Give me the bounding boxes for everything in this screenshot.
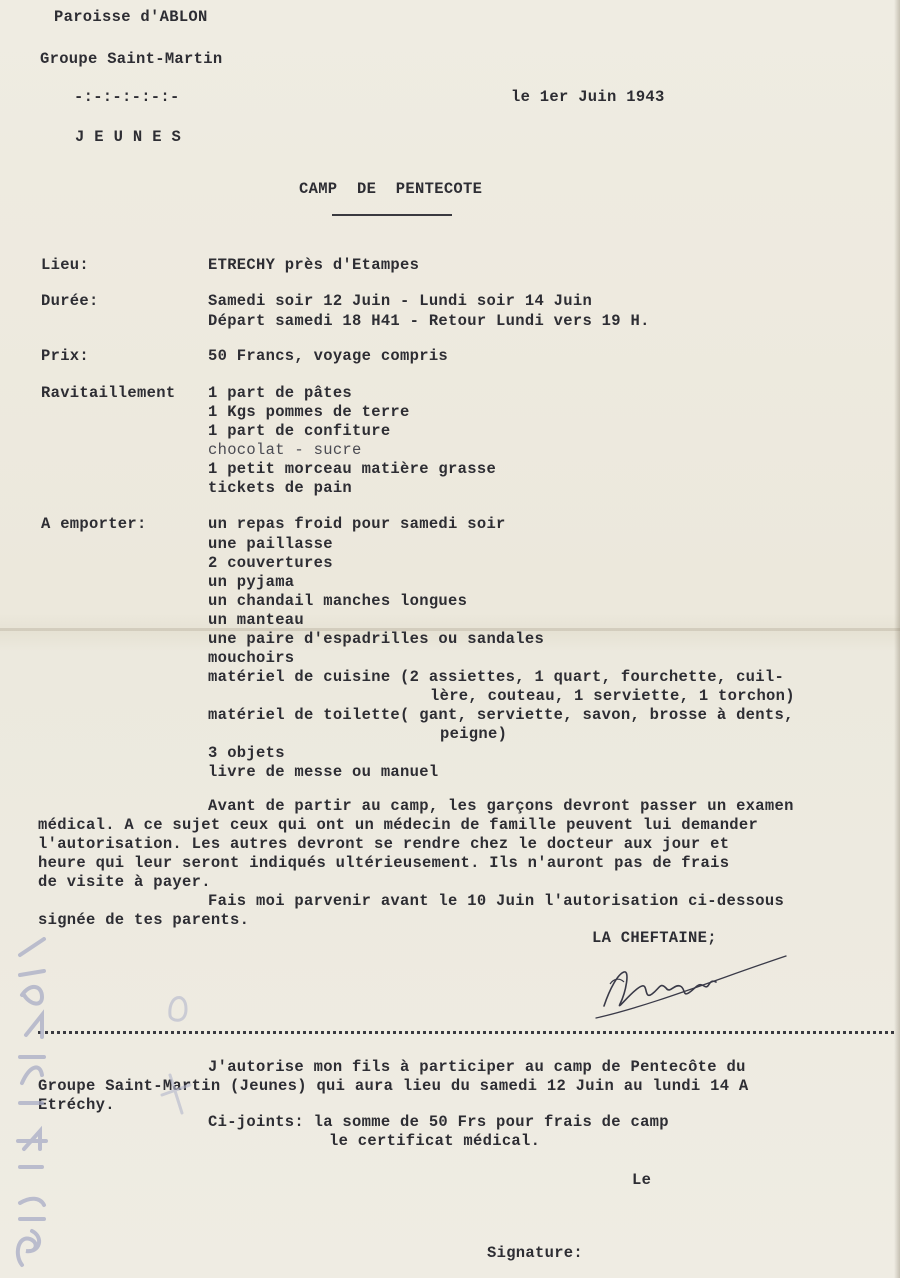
section-heading: JEUNES [75,128,191,146]
document-title: CAMP DE PENTECOTE [299,180,483,198]
ravitaillement-item: 1 part de pâtes [208,384,353,402]
form-date-field: Le [632,1171,652,1189]
body-line: l'autorisation. Les autres devront se rendre chez le docteur aux jour et [38,835,730,853]
form-line: le certificat médical. [329,1132,541,1150]
pencil-archival-note [0,935,220,1275]
body-line: heure qui leur seront indiqués ultérieusement. Ils n'auront pas de frais [38,854,730,872]
emporter-item: une paire d'espadrilles ou sandales [208,630,545,648]
emporter-label: A emporter: [41,515,147,533]
letter-date: le 1er Juin 1943 [511,88,665,106]
emporter-item: matériel de cuisine (2 assiettes, 1 quart, fourchette, cuil- [208,668,785,686]
ravitaillement-item: chocolat - sucre [208,441,362,459]
body-line: médical. A ce sujet ceux qui ont un médecin de famille peuvent lui demander [38,816,759,834]
header-ornament: -:-:-:-:-:- [74,88,180,106]
group-name: Groupe Saint-Martin [40,50,223,68]
prix-value: 50 Francs, voyage compris [208,347,449,365]
body-line: Fais moi parvenir avant le 10 Juin l'autorisation ci-dessous [208,892,785,910]
emporter-item: 3 objets [208,744,285,762]
emporter-item: mouchoirs [208,649,295,667]
ravitaillement-item: 1 petit morceau matière grasse [208,460,497,478]
duree-line: Samedi soir 12 Juin - Lundi soir 14 Juin [208,292,593,310]
emporter-item-continuation: peigne) [440,725,508,743]
paper-edge [894,0,900,1278]
parish-name: Paroisse d'ABLON [54,8,208,26]
body-line: signée de tes parents. [38,911,250,929]
lieu-label: Lieu: [41,256,90,274]
form-signature-field: Signature: [487,1244,584,1262]
form-line: Ci-joints: la somme de 50 Frs pour frais de camp [208,1113,669,1131]
emporter-item: 2 couvertures [208,554,333,572]
ravitaillement-item: 1 part de confiture [208,422,391,440]
form-line: J'autorise mon fils à participer au camp de Pentecôte du [208,1058,746,1076]
emporter-item: un pyjama [208,573,295,591]
duree-line: Départ samedi 18 H41 - Retour Lundi vers 19 H. [208,312,650,330]
body-line: de visite à payer. [38,873,211,891]
emporter-item-continuation: lère, couteau, 1 serviette, 1 torchon) [430,687,795,705]
signoff: LA CHEFTAINE; [592,929,717,947]
emporter-item: un manteau [208,611,305,629]
emporter-item: une paillasse [208,535,333,553]
form-line: Groupe Saint-Martin (Jeunes) qui aura lieu du samedi 12 Juin au lundi 14 A [38,1077,749,1095]
prix-label: Prix: [41,347,90,365]
handwritten-signature [590,948,790,1028]
ravitaillement-label: Ravitaillement [41,384,176,402]
form-line: Etréchy. [38,1096,115,1114]
ravitaillement-item: tickets de pain [208,479,353,497]
lieu-value: ETRECHY près d'Etampes [208,256,420,274]
body-line: Avant de partir au camp, les garçons devront passer un examen [208,797,794,815]
emporter-item: matériel de toilette( gant, serviette, savon, brosse à dents, [208,706,794,724]
emporter-item: un chandail manches longues [208,592,468,610]
emporter-item: livre de messe ou manuel [208,763,439,781]
ravitaillement-item: 1 Kgs pommes de terre [208,403,410,421]
title-underline [332,214,452,216]
emporter-item: un repas froid pour samedi soir [208,515,506,533]
duree-label: Durée: [41,292,99,310]
